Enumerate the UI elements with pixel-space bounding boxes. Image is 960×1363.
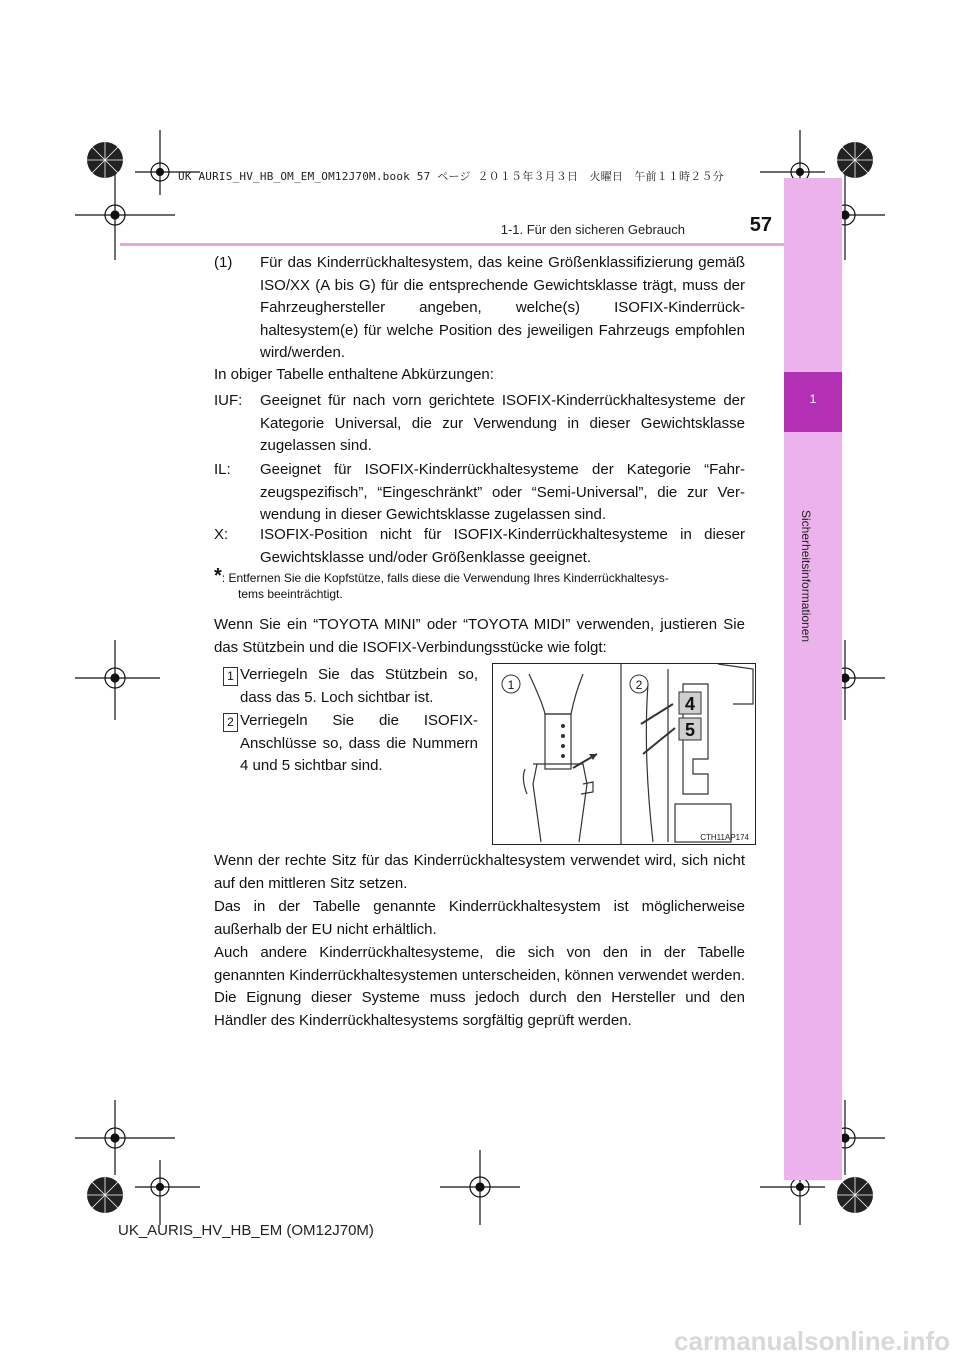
step-2 (227, 710, 478, 778)
chapter-label: Sicherheitsinformationen (799, 510, 813, 643)
note-1-label: (1) (214, 254, 233, 271)
abbr-il-label: IL: (214, 461, 231, 478)
footnote-line-2: tems beeinträchtigt. (238, 587, 343, 601)
footnote-star: * (214, 565, 222, 587)
digit-4: 4 (684, 694, 696, 714)
digit-5: 5 (684, 720, 696, 740)
watermark (0, 1324, 960, 1363)
footer-model: UK_AURIS_HV_HB_EM (OM12J70M) (118, 1222, 374, 1239)
svg-text:carmanualsonline.info: carmanualsonline.info (674, 1326, 950, 1356)
note-1-text: Für das Kinderrückhaltesystem, das keine Größenklassifizierung gemäß ISO/XX (A bis G) für die entsprechende Gewichtsklasse trägt, muss der Fahrzeughersteller angeben, welche(s) ISOFIX-Kinderrückhaltesystem(e) für welche Position des jeweiligen Fahrzeugs empfohlen wird/werden. (260, 254, 745, 361)
abbr-il-text: Geeignet für ISOFIX-Kinderrückhaltesysteme der Kategorie “Fahrzeugspezifisch”, “Eingeschränkt” oder “Semi-Universal”, die zur Verwendung in dieser Gewichtsklasse zugelassen sind. (260, 461, 745, 523)
step-2-text: Verriegeln Sie die ISOFIX-Anschlüsse so, dass die Nummern 4 und 5 sichtbar sind. (240, 712, 478, 774)
para-eu: Das in der Tabelle genannte Kinderrückhaltesystem ist möglicherweise außerhalb der EU nicht erhältlich. (214, 898, 745, 938)
abbr-iuf-text: Geeignet für nach vorn gerichtete ISOFIX-Kinderrückhaltesysteme der Kategorie Universal, die zur Verwendung in dieser Gewichtsklasse zugelassen sind. (260, 392, 745, 454)
figure-code: CTH11AP174 (700, 833, 749, 842)
footnote (214, 565, 745, 602)
abbr-iuf (214, 390, 745, 458)
page-number: 57 (749, 214, 772, 236)
isofix-drawing (493, 664, 755, 844)
abbr-x (214, 524, 745, 569)
figure-label-2: 2 (635, 678, 643, 692)
footnote-line-1: : Entfernen Sie die Kopfstütze, falls diese die Verwendung Ihres Kinderrückhaltesys- (221, 571, 669, 585)
abbr-x-text: ISOFIX-Position nicht für ISOFIX-Kinderrückhaltesysteme in dieser Gewichtsklasse und/oder Größenklasse geeignet. (260, 526, 745, 566)
watermark-logo (0, 1324, 960, 1358)
toyota-intro: Wenn Sie ein “TOYOTA MINI” oder “TOYOTA MIDI” verwenden, justieren Sie das Stützbein und die ISOFIX-Verbindungsstücke wie folgt: (214, 616, 745, 656)
note-1 (214, 252, 745, 365)
abbreviations-intro: In obiger Tabelle enthaltene Abkürzungen: (214, 366, 494, 383)
para-right-seat: Wenn der rechte Sitz für das Kinderrückhaltesystem verwendet wird, sich nicht auf den mittleren Sitz setzen. (214, 852, 745, 892)
book-info-line: UK AURIS_HV_HB_OM_EM_OM12J70M.book 57 ページ ２０１５年３月３日 火曜日 午前１１時２５分 (178, 170, 724, 183)
section-title: 1-1. Für den sicheren Gebrauch (500, 222, 685, 237)
isofix-illustration (492, 663, 756, 845)
chapter-side-bar (784, 178, 842, 1180)
abbr-x-label: X: (214, 526, 229, 543)
header-rule (120, 243, 784, 246)
abbr-il (214, 459, 745, 527)
step-2-number: 2 (223, 713, 238, 732)
chapter-number: 1 (809, 392, 817, 406)
step-1-number: 1 (223, 667, 238, 686)
step-1-text: Verriegeln Sie das Stützbein so, dass das 5. Loch sichtbar ist. (240, 666, 478, 706)
para-other-systems: Auch andere Kinderrückhaltesysteme, die sich von den in der Tabelle genannten Kinderrückhaltesystemen unterscheiden, können verwendet werden. Die Eignung dieser Systeme muss jedoch durch den Hersteller und den Händler des Kinderrückhaltesystems sorgfältig geprüft werden. (214, 944, 745, 1029)
step-1 (227, 664, 478, 709)
abbr-iuf-label: IUF: (214, 392, 243, 409)
figure-label-1: 1 (507, 678, 515, 692)
